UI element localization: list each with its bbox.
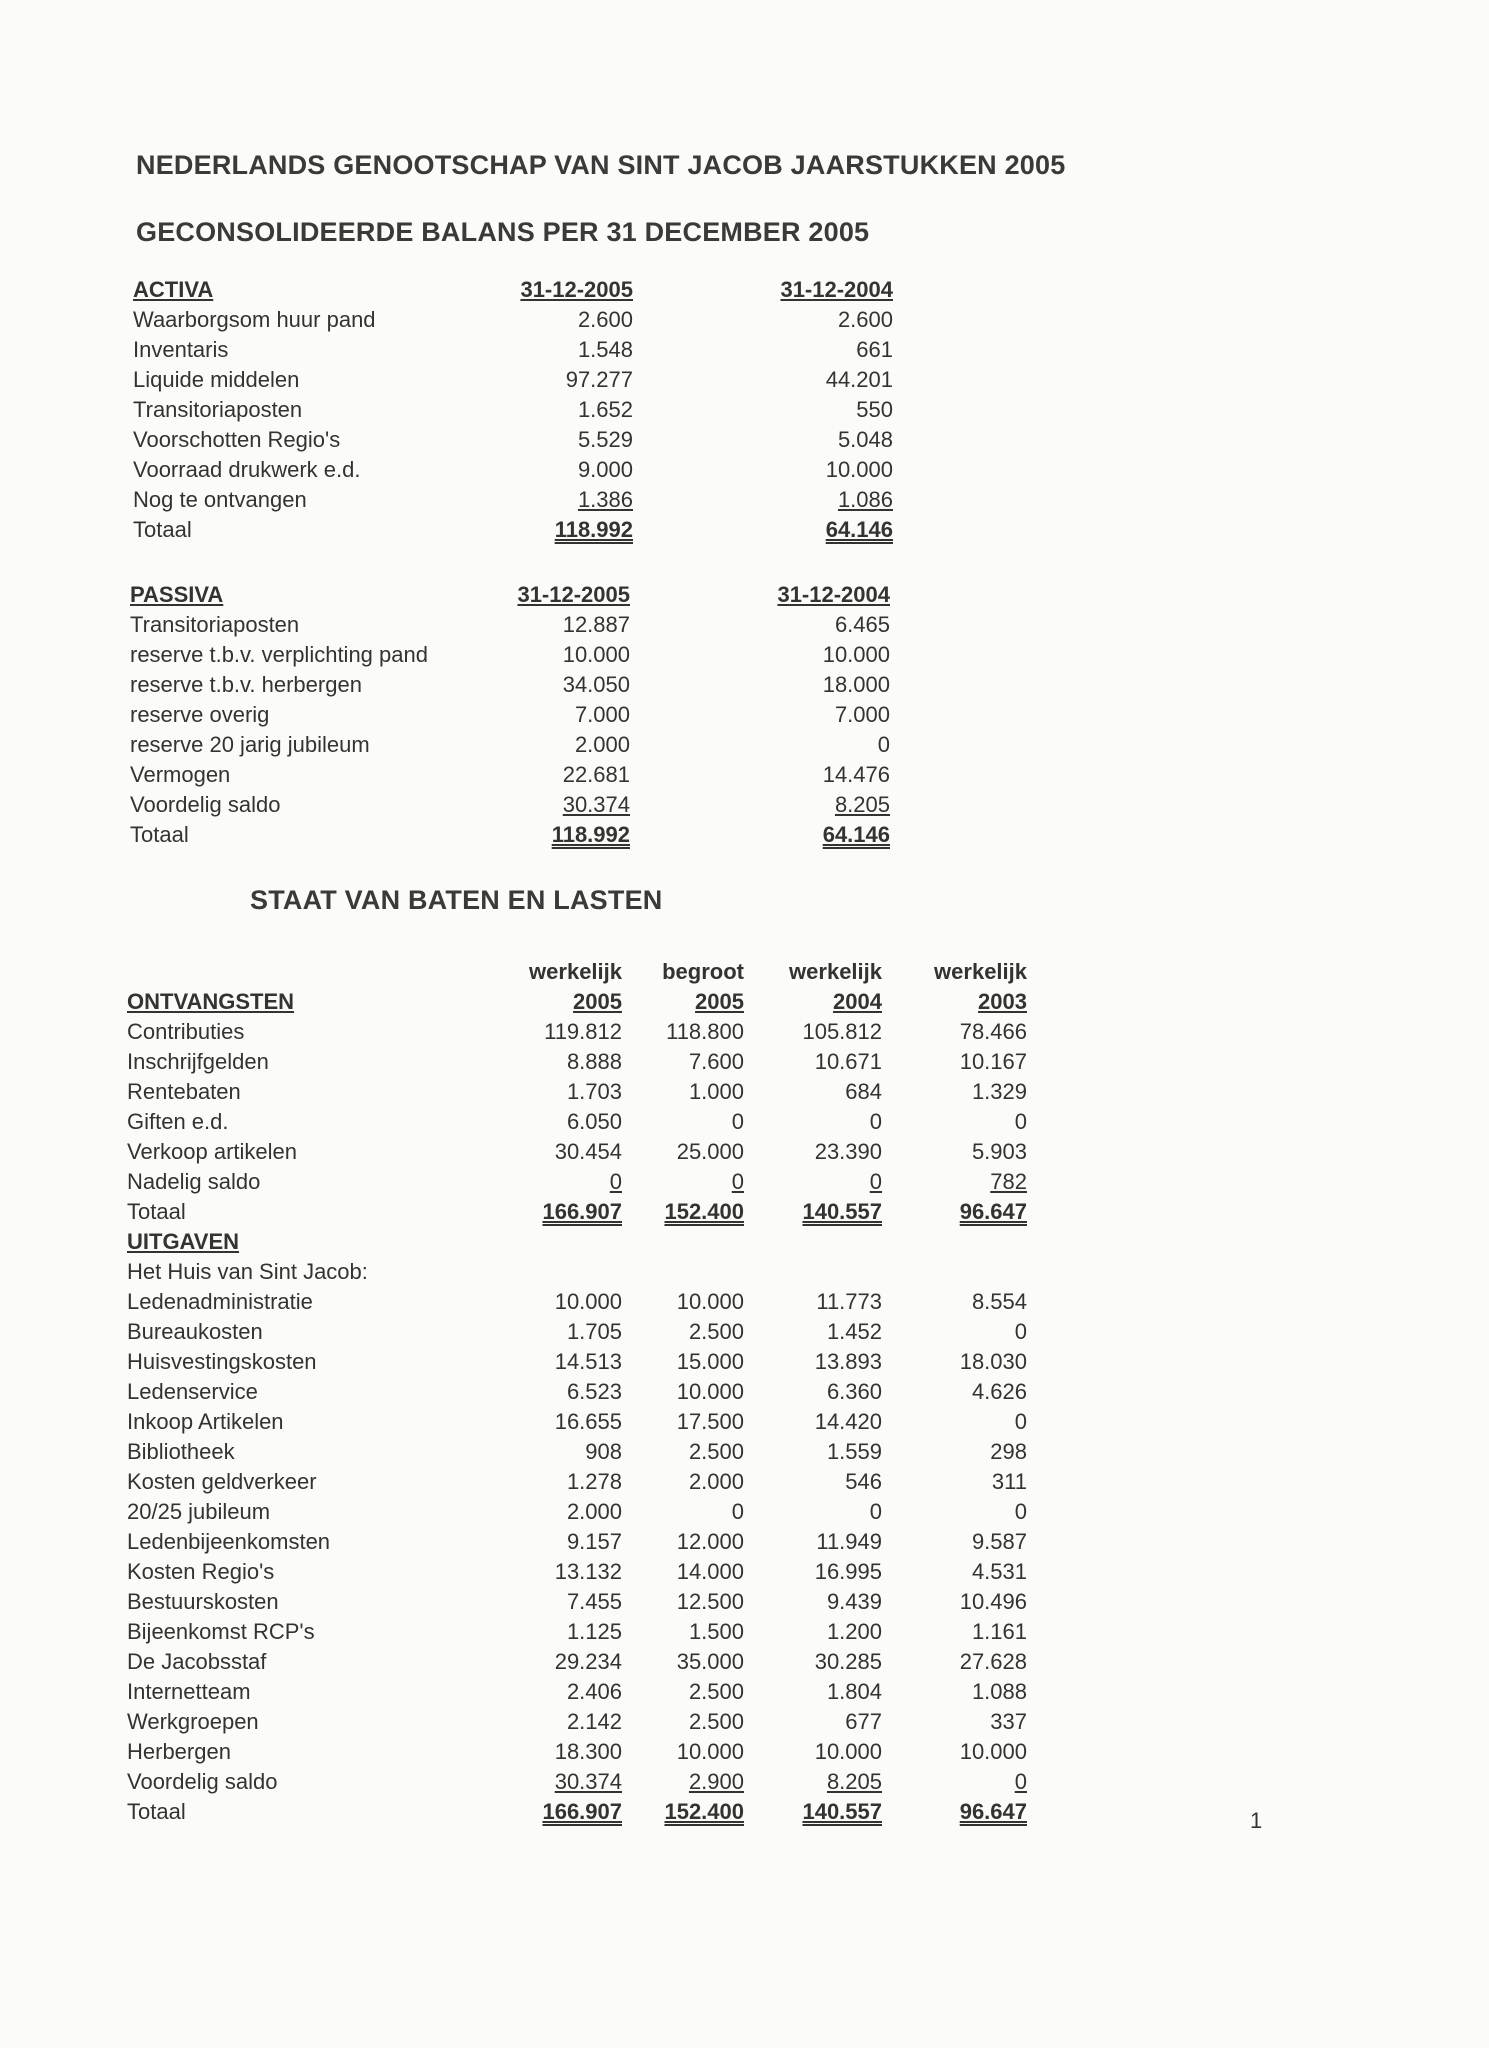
value-werkelijk-2005 — [492, 1167, 622, 1197]
row-label: Liquide middelen — [133, 367, 300, 392]
value-werkelijk-2004: 10.000 — [814, 1739, 882, 1764]
row-label: 20/25 jubileum — [127, 1499, 271, 1524]
value-werkelijk-2003: 10.167 — [959, 1049, 1027, 1074]
table-row — [127, 1077, 1027, 1107]
value-werkelijk-2004: 105.812 — [802, 1019, 882, 1044]
row-label: Nog te ontvangen — [133, 487, 307, 512]
row-label: Bibliotheek — [127, 1439, 235, 1464]
table-row — [130, 760, 890, 790]
value-begroot-2005: 2.500 — [688, 1439, 744, 1464]
total-label: Totaal — [127, 1799, 186, 1824]
value-werkelijk-2004: 0 — [869, 1109, 882, 1134]
row-label: Voordelig saldo — [130, 792, 281, 817]
uitgaven-total-row — [127, 1797, 1027, 1827]
value-2004: 44.201 — [825, 367, 893, 392]
table-row — [127, 1047, 1027, 1077]
row-label: Giften e.d. — [127, 1109, 229, 1134]
value-werkelijk-2004: 677 — [845, 1709, 882, 1734]
row-label: Kosten geldverkeer — [127, 1469, 317, 1494]
row-label: Nadelig saldo — [127, 1169, 261, 1194]
total-2004: 64.146 — [825, 517, 893, 542]
passiva-table — [130, 580, 890, 850]
value-werkelijk-2003: 4.531 — [971, 1559, 1027, 1584]
total-werkelijk-2003: 96.647 — [959, 1199, 1027, 1224]
value-begroot-2005: 12.500 — [676, 1589, 744, 1614]
row-label: Bureaukosten — [127, 1319, 263, 1344]
value-werkelijk-2005: 908 — [585, 1439, 622, 1464]
table-row — [127, 1647, 1027, 1677]
value-werkelijk-2004: 23.390 — [814, 1139, 882, 1164]
value-werkelijk-2005 — [492, 1767, 622, 1797]
value-werkelijk-2003: 10.000 — [959, 1739, 1027, 1764]
value-werkelijk-2004: 546 — [845, 1469, 882, 1494]
table-row — [133, 455, 893, 485]
table-row — [127, 1167, 1027, 1197]
value-2005-value: 1.386 — [577, 487, 633, 512]
value-werkelijk-2004: 13.893 — [814, 1349, 882, 1374]
value-2004: 7.000 — [834, 702, 890, 727]
value-begroot-2005: 14.000 — [676, 1559, 744, 1584]
passiva-header-row — [130, 580, 890, 610]
value-2005: 5.529 — [577, 427, 633, 452]
value-werkelijk-2004 — [744, 1167, 882, 1197]
row-label: reserve t.b.v. herbergen — [130, 672, 362, 697]
row-label: Kosten Regio's — [127, 1559, 275, 1584]
value-werkelijk-2005: 1.125 — [566, 1619, 622, 1644]
value-2004-value: 8.205 — [834, 792, 890, 817]
value-werkelijk-2005: 14.513 — [554, 1349, 622, 1374]
table-row — [130, 730, 890, 760]
table-row — [127, 1437, 1027, 1467]
passiva-col-2005: 31-12-2005 — [517, 582, 630, 607]
value-werkelijk-2003: 78.466 — [959, 1019, 1027, 1044]
column-type-werkelijk-2004: werkelijk — [789, 959, 882, 984]
uitgaven-header-row — [127, 1227, 1027, 1257]
income-statement-title: STAAT VAN BATEN EN LASTEN — [250, 885, 663, 915]
value-begroot-2005: 1.000 — [688, 1079, 744, 1104]
value-werkelijk-2005: 1.278 — [566, 1469, 622, 1494]
value-2005: 1.548 — [577, 337, 633, 362]
activa-table — [133, 275, 893, 545]
row-label: Bestuurskosten — [127, 1589, 279, 1614]
table-row — [127, 1497, 1027, 1527]
passiva-total-row — [130, 820, 890, 850]
table-row — [133, 365, 893, 395]
value-werkelijk-2003: 9.587 — [971, 1529, 1027, 1554]
total-label: Totaal — [127, 1199, 186, 1224]
table-row — [127, 1317, 1027, 1347]
column-type-begroot-2005: begroot — [662, 959, 744, 984]
value-werkelijk-2005: 7.455 — [566, 1589, 622, 1614]
value-werkelijk-2003: 8.554 — [971, 1289, 1027, 1314]
table-row — [127, 1287, 1027, 1317]
table-row — [130, 700, 890, 730]
column-year-werkelijk-2004: 2004 — [833, 989, 882, 1014]
row-label: Transitoriaposten — [133, 397, 303, 422]
balance-sheet-title: GECONSOLIDEERDE BALANS PER 31 DECEMBER 2005 — [136, 217, 870, 247]
value-2005: 9.000 — [577, 457, 633, 482]
row-label: Inschrijfgelden — [127, 1049, 269, 1074]
table-row — [127, 1707, 1027, 1737]
income-statement-table — [127, 957, 1027, 1827]
value-werkelijk-2004: 0 — [869, 1499, 882, 1524]
value-2004: 2.600 — [837, 307, 893, 332]
row-label: Voordelig saldo — [127, 1769, 278, 1794]
value-2005: 1.652 — [577, 397, 633, 422]
value-werkelijk-2005: 29.234 — [554, 1649, 622, 1674]
value-begroot-2005: 0 — [731, 1109, 744, 1134]
value-2005: 2.600 — [577, 307, 633, 332]
table-row — [130, 670, 890, 700]
activa-header-row — [133, 275, 893, 305]
table-row — [133, 395, 893, 425]
column-group-row — [127, 957, 1027, 987]
table-row — [127, 1347, 1027, 1377]
value-2004: 18.000 — [822, 672, 890, 697]
value-werkelijk-2003: 0 — [1014, 1409, 1027, 1434]
value-werkelijk-2005: 8.888 — [566, 1049, 622, 1074]
value-werkelijk-2003 — [882, 1767, 1027, 1797]
value-werkelijk-2005: 1.705 — [566, 1319, 622, 1344]
table-row — [127, 1587, 1027, 1617]
value-werkelijk-2004 — [744, 1767, 882, 1797]
value-begroot-2005: 12.000 — [676, 1529, 744, 1554]
table-row — [130, 610, 890, 640]
value-werkelijk-2003: 337 — [990, 1709, 1027, 1734]
total-label: Totaal — [133, 517, 192, 542]
value-2004: 5.048 — [837, 427, 893, 452]
value-werkelijk-2003: 298 — [990, 1439, 1027, 1464]
value-werkelijk-2005: 30.454 — [554, 1139, 622, 1164]
table-row — [130, 790, 890, 820]
table-row — [127, 1677, 1027, 1707]
table-row — [130, 640, 890, 670]
ontvangsten-header-row — [127, 987, 1027, 1017]
value-2004-value: 1.086 — [837, 487, 893, 512]
table-row — [127, 1527, 1027, 1557]
value-werkelijk-2005: 6.523 — [566, 1379, 622, 1404]
ontvangsten-heading: ONTVANGSTEN — [127, 989, 295, 1014]
value-begroot-2005: 15.000 — [676, 1349, 744, 1374]
value-werkelijk-2005: 9.157 — [566, 1529, 622, 1554]
row-label: Ledenservice — [127, 1379, 258, 1404]
row-label: Inventaris — [133, 337, 229, 362]
value-werkelijk-2005: 2.406 — [566, 1679, 622, 1704]
total-werkelijk-2005: 166.907 — [542, 1799, 622, 1824]
total-2004: 64.146 — [822, 822, 890, 847]
activa-col-2005: 31-12-2005 — [520, 277, 633, 302]
activa-heading: ACTIVA — [133, 277, 214, 302]
value-begroot-2005: 2.500 — [688, 1679, 744, 1704]
row-label: Werkgroepen — [127, 1709, 259, 1734]
value-werkelijk-2004: 11.773 — [816, 1289, 882, 1314]
value-2004: 661 — [856, 337, 893, 362]
value-werkelijk-2004: 1.200 — [826, 1619, 882, 1644]
row-label: Huisvestingskosten — [127, 1349, 317, 1374]
value-werkelijk-2005: 16.655 — [554, 1409, 622, 1434]
value-werkelijk-2004: 1.804 — [826, 1679, 882, 1704]
value-2005 — [503, 485, 633, 515]
total-werkelijk-2004: 140.557 — [802, 1199, 882, 1224]
page-number: 1 — [1250, 1808, 1263, 1833]
value-werkelijk-2003: 0 — [1014, 1319, 1027, 1344]
value-werkelijk-2004: 6.360 — [826, 1379, 882, 1404]
value-2004: 550 — [856, 397, 893, 422]
row-label: Transitoriaposten — [130, 612, 300, 637]
document-title: NEDERLANDS GENOOTSCHAP VAN SINT JACOB JAARSTUKKEN 2005 — [136, 150, 1066, 180]
value-werkelijk-2003: 1.329 — [971, 1079, 1027, 1104]
value-begroot-2005-value: 0 — [731, 1169, 744, 1194]
table-row — [127, 1617, 1027, 1647]
table-row — [133, 425, 893, 455]
value-2004: 10.000 — [825, 457, 893, 482]
value-2004: 10.000 — [822, 642, 890, 667]
value-begroot-2005 — [622, 1167, 744, 1197]
value-werkelijk-2005: 2.142 — [566, 1709, 622, 1734]
value-werkelijk-2004: 11.949 — [816, 1529, 882, 1554]
value-werkelijk-2004: 16.995 — [814, 1559, 882, 1584]
value-2005: 34.050 — [562, 672, 630, 697]
row-label: Rentebaten — [127, 1079, 241, 1104]
value-begroot-2005-value: 2.900 — [688, 1769, 744, 1794]
row-label: Herbergen — [127, 1739, 231, 1764]
value-werkelijk-2004: 1.559 — [826, 1439, 882, 1464]
row-label: Bijeenkomst RCP's — [127, 1619, 315, 1644]
value-werkelijk-2003: 27.628 — [959, 1649, 1027, 1674]
value-werkelijk-2003 — [882, 1167, 1027, 1197]
row-label: reserve 20 jarig jubileum — [130, 732, 370, 757]
table-row — [133, 305, 893, 335]
value-werkelijk-2003: 5.903 — [971, 1139, 1027, 1164]
value-werkelijk-2005: 6.050 — [566, 1109, 622, 1134]
total-begroot-2005: 152.400 — [664, 1199, 744, 1224]
value-werkelijk-2003-value: 782 — [990, 1169, 1027, 1194]
value-werkelijk-2005: 18.300 — [554, 1739, 622, 1764]
value-werkelijk-2004: 9.439 — [826, 1589, 882, 1614]
value-werkelijk-2005: 1.703 — [566, 1079, 622, 1104]
row-label: Vermogen — [130, 762, 231, 787]
value-2005: 12.887 — [562, 612, 630, 637]
total-label: Totaal — [130, 822, 189, 847]
table-row — [127, 1737, 1027, 1767]
value-werkelijk-2004: 30.285 — [814, 1649, 882, 1674]
table-row — [127, 1407, 1027, 1437]
column-type-werkelijk-2003: werkelijk — [934, 959, 1027, 984]
value-werkelijk-2004-value: 8.205 — [826, 1769, 882, 1794]
value-begroot-2005: 35.000 — [676, 1649, 744, 1674]
blank-cell — [127, 957, 492, 987]
value-werkelijk-2003: 4.626 — [971, 1379, 1027, 1404]
value-2005: 22.681 — [562, 762, 630, 787]
row-label: Voorraad drukwerk e.d. — [133, 457, 361, 482]
value-werkelijk-2005: 13.132 — [554, 1559, 622, 1584]
value-begroot-2005: 2.500 — [688, 1709, 744, 1734]
value-werkelijk-2005-value: 0 — [609, 1169, 622, 1194]
column-type-werkelijk-2005: werkelijk — [529, 959, 622, 984]
value-begroot-2005: 0 — [731, 1499, 744, 1524]
value-2005 — [500, 790, 630, 820]
ontvangsten-total-row — [127, 1197, 1027, 1227]
total-werkelijk-2004: 140.557 — [802, 1799, 882, 1824]
row-label: De Jacobsstaf — [127, 1649, 267, 1674]
value-werkelijk-2004-value: 0 — [869, 1169, 882, 1194]
table-row — [127, 1767, 1027, 1797]
value-begroot-2005: 1.500 — [688, 1619, 744, 1644]
uitgaven-heading: UITGAVEN — [127, 1229, 240, 1254]
value-werkelijk-2003: 18.030 — [959, 1349, 1027, 1374]
column-year-werkelijk-2005: 2005 — [573, 989, 622, 1014]
value-begroot-2005: 10.000 — [676, 1379, 744, 1404]
value-werkelijk-2003: 1.088 — [971, 1679, 1027, 1704]
value-2004: 0 — [877, 732, 890, 757]
column-year-werkelijk-2003: 2003 — [978, 989, 1027, 1014]
value-werkelijk-2003: 10.496 — [959, 1589, 1027, 1614]
value-begroot-2005: 118.800 — [666, 1019, 744, 1044]
value-werkelijk-2003-value: 0 — [1014, 1769, 1027, 1794]
total-begroot-2005: 152.400 — [664, 1799, 744, 1824]
column-year-begroot-2005: 2005 — [695, 989, 744, 1014]
value-2005: 2.000 — [574, 732, 630, 757]
total-2005: 118.992 — [551, 822, 630, 847]
value-begroot-2005: 2.000 — [688, 1469, 744, 1494]
table-row — [127, 1107, 1027, 1137]
value-begroot-2005: 7.600 — [688, 1049, 744, 1074]
total-2005: 118.992 — [554, 517, 633, 542]
activa-total-row — [133, 515, 893, 545]
value-2004 — [633, 485, 893, 515]
value-2004: 6.465 — [834, 612, 890, 637]
value-2005: 97.277 — [565, 367, 633, 392]
passiva-heading: PASSIVA — [130, 582, 224, 607]
row-label: Ledenadministratie — [127, 1289, 313, 1314]
value-2005-value: 30.374 — [562, 792, 630, 817]
row-label: Contributies — [127, 1019, 245, 1044]
row-label: Waarborgsom huur pand — [133, 307, 376, 332]
row-label: Voorschotten Regio's — [133, 427, 341, 452]
value-begroot-2005 — [622, 1767, 744, 1797]
value-werkelijk-2003: 311 — [991, 1469, 1027, 1494]
value-werkelijk-2005: 10.000 — [554, 1289, 622, 1314]
table-row — [127, 1467, 1027, 1497]
value-werkelijk-2003: 1.161 — [971, 1619, 1027, 1644]
value-2005: 10.000 — [562, 642, 630, 667]
value-werkelijk-2004: 684 — [845, 1079, 882, 1104]
row-label: reserve t.b.v. verplichting pand — [130, 642, 428, 667]
table-row — [127, 1557, 1027, 1587]
table-row — [127, 1377, 1027, 1407]
activa-col-2004: 31-12-2004 — [780, 277, 893, 302]
table-row — [127, 1017, 1027, 1047]
passiva-col-2004: 31-12-2004 — [777, 582, 890, 607]
row-label: reserve overig — [130, 702, 270, 727]
table-row — [133, 335, 893, 365]
row-label: Verkoop artikelen — [127, 1139, 297, 1164]
value-begroot-2005: 25.000 — [676, 1139, 744, 1164]
value-werkelijk-2005: 2.000 — [566, 1499, 622, 1524]
value-werkelijk-2004: 1.452 — [826, 1319, 882, 1344]
value-begroot-2005: 10.000 — [676, 1289, 744, 1314]
value-2004: 14.476 — [822, 762, 890, 787]
uitgaven-subheading: Het Huis van Sint Jacob: — [127, 1259, 368, 1284]
uitgaven-subheading-row — [127, 1257, 1027, 1287]
total-werkelijk-2003: 96.647 — [959, 1799, 1027, 1824]
row-label: Inkoop Artikelen — [127, 1409, 284, 1434]
value-werkelijk-2005: 119.812 — [544, 1019, 622, 1044]
value-werkelijk-2003: 0 — [1014, 1109, 1027, 1134]
table-row — [133, 485, 893, 515]
value-werkelijk-2004: 10.671 — [814, 1049, 882, 1074]
value-2005: 7.000 — [574, 702, 630, 727]
total-werkelijk-2005: 166.907 — [542, 1199, 622, 1224]
row-label: Ledenbijeenkomsten — [127, 1529, 331, 1554]
row-label: Internetteam — [127, 1679, 251, 1704]
value-begroot-2005: 10.000 — [676, 1739, 744, 1764]
value-begroot-2005: 17.500 — [676, 1409, 744, 1434]
table-row — [127, 1137, 1027, 1167]
value-werkelijk-2003: 0 — [1014, 1499, 1027, 1524]
value-2004 — [630, 790, 890, 820]
value-werkelijk-2004: 14.420 — [814, 1409, 882, 1434]
value-begroot-2005: 2.500 — [688, 1319, 744, 1344]
value-werkelijk-2005-value: 30.374 — [554, 1769, 622, 1794]
